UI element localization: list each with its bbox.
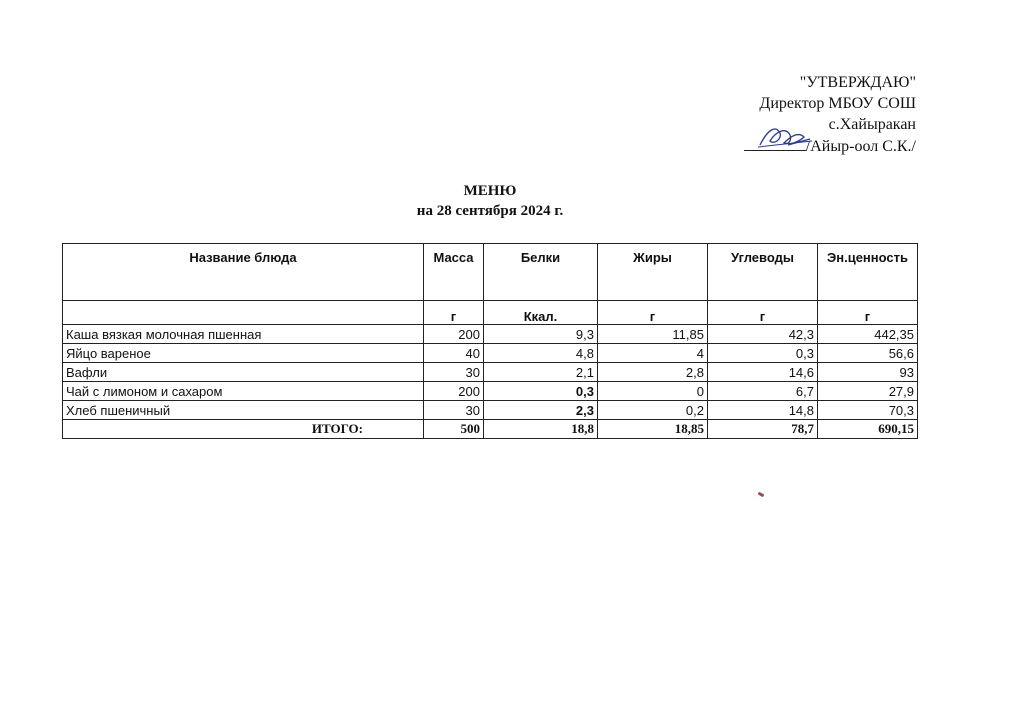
units-row <box>63 301 918 325</box>
dish-carbs: 6,7 <box>708 382 818 401</box>
col-header-energy: Эн.ценность <box>818 244 918 301</box>
total-carbs: 78,7 <box>708 420 818 439</box>
dish-fat: 4 <box>598 344 708 363</box>
dish-carbs: 0,3 <box>708 344 818 363</box>
total-energy: 690,15 <box>818 420 918 439</box>
dish-energy: 442,35 <box>818 325 918 344</box>
dish-carbs: 14,8 <box>708 401 818 420</box>
dish-name: Вафли <box>63 363 424 382</box>
total-protein: 18,8 <box>484 420 598 439</box>
page-title: МЕНЮ <box>463 183 517 199</box>
table-row <box>63 363 918 382</box>
unit-fat: г <box>598 301 708 325</box>
dish-energy: 93 <box>818 363 918 382</box>
unit-name <box>63 301 424 325</box>
dish-name: Чай с лимоном и сахаром <box>63 382 424 401</box>
dish-protein: 2,1 <box>484 363 598 382</box>
unit-energy: г <box>818 301 918 325</box>
page-subtitle: на 28 сентября 2024 г. <box>416 203 564 219</box>
dish-fat: 11,85 <box>598 325 708 344</box>
col-header-carbs: Углеводы <box>708 244 818 301</box>
total-label: ИТОГО: <box>63 420 424 439</box>
dish-carbs: 14,6 <box>708 363 818 382</box>
dish-energy: 70,3 <box>818 401 918 420</box>
signature-icon <box>754 119 814 153</box>
dish-name: Хлеб пшеничный <box>63 401 424 420</box>
dish-protein: 2,3 <box>484 401 598 420</box>
total-fat: 18,85 <box>598 420 708 439</box>
table-row <box>63 325 918 344</box>
signature-name: /Айыр-оол С.К./ <box>805 138 916 155</box>
unit-carbs: г <box>708 301 818 325</box>
dish-mass: 40 <box>424 344 484 363</box>
dish-fat: 0 <box>598 382 708 401</box>
table-row <box>63 401 918 420</box>
dish-carbs: 42,3 <box>708 325 818 344</box>
approval-heading: "УТВЕРЖДАЮ" <box>799 74 916 91</box>
dish-protein: 9,3 <box>484 325 598 344</box>
ink-mark <box>758 492 765 498</box>
total-row <box>63 420 918 439</box>
dish-mass: 200 <box>424 382 484 401</box>
approval-block <box>744 72 916 157</box>
dish-energy: 56,6 <box>818 344 918 363</box>
dish-name: Каша вязкая молочная пшенная <box>63 325 424 344</box>
col-header-mass: Масса <box>424 244 484 301</box>
table-row <box>63 344 918 363</box>
unit-mass: г <box>424 301 484 325</box>
dish-name: Яйцо вареное <box>63 344 424 363</box>
dish-fat: 2,8 <box>598 363 708 382</box>
signature-blank <box>744 135 806 151</box>
dish-mass: 30 <box>424 401 484 420</box>
table-row <box>63 382 918 401</box>
header-row <box>63 244 918 301</box>
total-mass: 500 <box>424 420 484 439</box>
col-header-fat: Жиры <box>598 244 708 301</box>
approval-position: Директор МБОУ СОШ <box>759 95 916 112</box>
dish-protein: 4,8 <box>484 344 598 363</box>
col-header-name: Название блюда <box>63 244 424 301</box>
col-header-protein: Белки <box>484 244 598 301</box>
menu-table <box>62 243 918 439</box>
dish-mass: 30 <box>424 363 484 382</box>
approval-village: с.Хайыракан <box>828 116 916 133</box>
dish-mass: 200 <box>424 325 484 344</box>
signature-line <box>744 135 916 157</box>
dish-fat: 0,2 <box>598 401 708 420</box>
dish-protein: 0,3 <box>484 382 598 401</box>
dish-energy: 27,9 <box>818 382 918 401</box>
unit-protein: Ккал. <box>484 301 598 325</box>
